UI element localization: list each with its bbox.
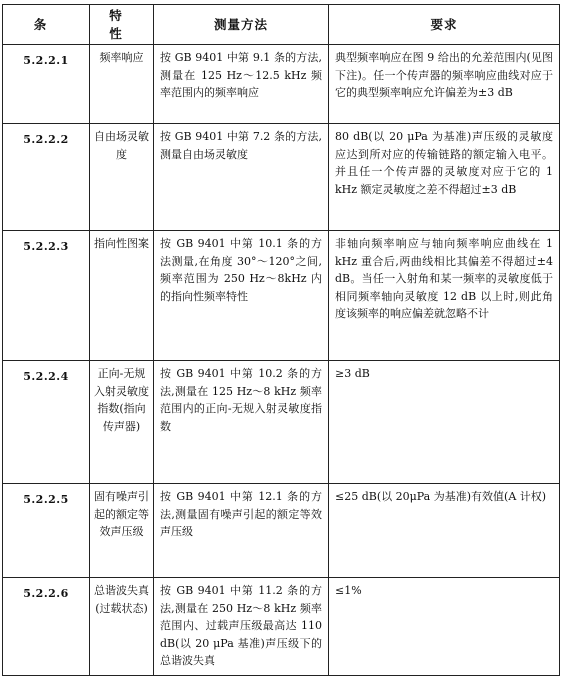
clause-cell: 5.2.2.6 <box>3 578 90 676</box>
feature-cell: 频率响应 <box>90 45 154 124</box>
clause-cell: 5.2.2.5 <box>3 484 90 578</box>
table-row <box>3 484 560 578</box>
feature-cell: 自由场灵敏度 <box>90 124 154 231</box>
header-clause: 条 <box>3 5 90 45</box>
feature-cell: 总谐波失真(过载状态) <box>90 578 154 676</box>
feature-cell: 正向-无规入射灵敏度指数(指向传声器) <box>90 361 154 484</box>
clause-cell: 5.2.2.3 <box>3 231 90 361</box>
method-cell: 按 GB 9401 中第 12.1 条的方法,测量固有噪声引起的额定等效声压级 <box>154 484 329 578</box>
header-feature: 特 性 <box>90 5 154 45</box>
requirement-cell: ≤25 dB(以 20μPa 为基准)有效值(A 计权) <box>329 484 560 578</box>
method-cell: 按 GB 9401 中第 11.2 条的方法,测量在 250 Hz～8 kHz 频率范围内、过载声压级最高达 110 dB(以 20 μPa 基准)声压级下的总谐波失真 <box>154 578 329 676</box>
method-cell: 按 GB 9401 中第 10.1 条的方法测量,在角度 30°～120°之间,频率范围为 250 Hz～8kHz 内的指向性频率特性 <box>154 231 329 361</box>
table-row <box>3 361 560 484</box>
clause-cell: 5.2.2.1 <box>3 45 90 124</box>
header-method: 测量方法 <box>154 5 329 45</box>
requirement-cell: ≥3 dB <box>329 361 560 484</box>
table-row <box>3 45 560 124</box>
feature-cell: 固有噪声引起的额定等效声压级 <box>90 484 154 578</box>
feature-cell: 指向性图案 <box>90 231 154 361</box>
table-row <box>3 578 560 676</box>
requirement-cell: ≤1% <box>329 578 560 676</box>
method-cell: 按 GB 9401 中第 7.2 条的方法,测量自由场灵敏度 <box>154 124 329 231</box>
clause-cell: 5.2.2.2 <box>3 124 90 231</box>
method-cell: 按 GB 9401 中第 10.2 条的方法,测量在 125 Hz～8 kHz 频率范围内的正向-无规入射灵敏度指数 <box>154 361 329 484</box>
method-cell: 按 GB 9401 中第 9.1 条的方法,测量在 125 Hz～12.5 kHz 频率范围内的频率响应 <box>154 45 329 124</box>
requirement-cell: 典型频率响应在图 9 给出的允差范围内(见图下注)。任一个传声器的频率响应曲线对应于它的典型频率响应允许偏差为±3 dB <box>329 45 560 124</box>
table-row <box>3 231 560 361</box>
spec-table <box>2 4 560 676</box>
requirement-cell: 非轴向频率响应与轴向频率响应曲线在 1 kHz 重合后,两曲线相比其偏差不得超过±4 dB。当任一入射角和某一频率的灵敏度低于相同频率轴向灵敏度 12 dB 以上时,则此角度该频率的响应偏差就忽略不计 <box>329 231 560 361</box>
table-header-row <box>3 5 560 45</box>
table-row <box>3 124 560 231</box>
requirement-cell: 80 dB(以 20 μPa 为基准)声压级的灵敏度应达到所对应的传输链路的额定输入电平。并且任一个传声器的灵敏度对应于它的 1 kHz 额定灵敏度之差不得超过±3 dB <box>329 124 560 231</box>
header-requirement: 要求 <box>329 5 560 45</box>
clause-cell: 5.2.2.4 <box>3 361 90 484</box>
